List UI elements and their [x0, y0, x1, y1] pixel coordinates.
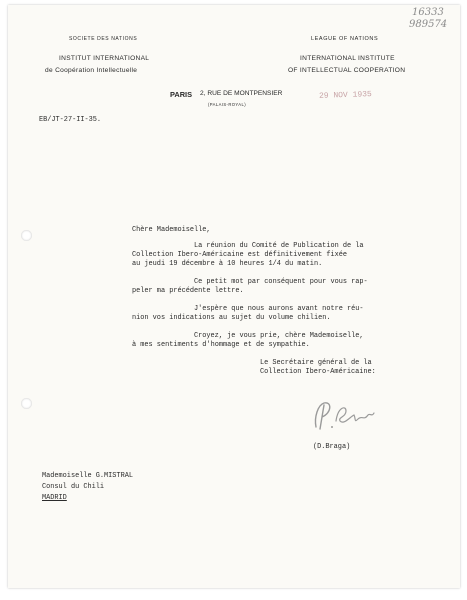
letter-page — [8, 5, 460, 588]
para1-line2: Collection Ibero-Américaine est définitivement fixée — [132, 251, 348, 259]
para4-line1: Croyez, je vous prie, chère Mademoiselle, — [194, 332, 364, 340]
header-right-line1: INTERNATIONAL INSTITUTE — [300, 55, 395, 62]
closing-line2: Collection Ibero-Américaine: — [260, 368, 376, 376]
header-left-org: SOCIETE DES NATIONS — [69, 36, 138, 42]
archive-number-bottom: 989574 — [409, 19, 448, 30]
para1-line3: au jeudi 19 décembre à 10 heures 1/4 du matin. — [132, 260, 323, 268]
header-left-line1: INSTITUT INTERNATIONAL — [59, 55, 150, 62]
address-sub: (PALAIS-ROYAL) — [208, 102, 247, 107]
recipient-name: Mademoiselle G.MISTRAL — [42, 472, 133, 480]
handwritten-signature — [310, 397, 376, 433]
greeting: Chère Mademoiselle, — [132, 226, 211, 234]
punch-hole-bottom — [21, 398, 32, 409]
header-right-org: LEAGUE OF NATIONS — [311, 36, 379, 42]
para3-line1: J'espère que nous aurons avant notre réu- — [194, 305, 364, 313]
para1-line1: La réunion du Comité de Publication de la — [194, 242, 364, 250]
signature-name: (D.Braga) — [313, 443, 351, 451]
punch-hole-top — [21, 230, 32, 241]
header-right-line2: OF INTELLECTUAL COOPERATION — [288, 67, 406, 74]
closing-line1: Le Secrétaire général de la — [260, 359, 372, 367]
para3-line2: nion vos indications au sujet du volume chilien. — [132, 314, 331, 322]
date-stamp: 29 NOV 1935 — [318, 90, 372, 101]
header-left-line2: de Coopération Intellectuelle — [45, 67, 138, 74]
address-street: 2, RUE DE MONTPENSIER — [200, 90, 283, 97]
para2-line2: peler ma précédente lettre. — [132, 287, 244, 295]
para2-line1: Ce petit mot par conséquent pour vous rap- — [194, 278, 368, 286]
recipient-city: MADRID — [42, 494, 67, 502]
address-city: PARIS — [170, 90, 193, 99]
recipient-title: Consul du Chili — [42, 483, 105, 491]
reference-number: EB/JT-27-II-35. — [39, 116, 102, 124]
para4-line2: à mes sentiments d'hommage et de sympathie. — [132, 341, 310, 349]
archive-number-top: 16333 — [412, 7, 444, 18]
